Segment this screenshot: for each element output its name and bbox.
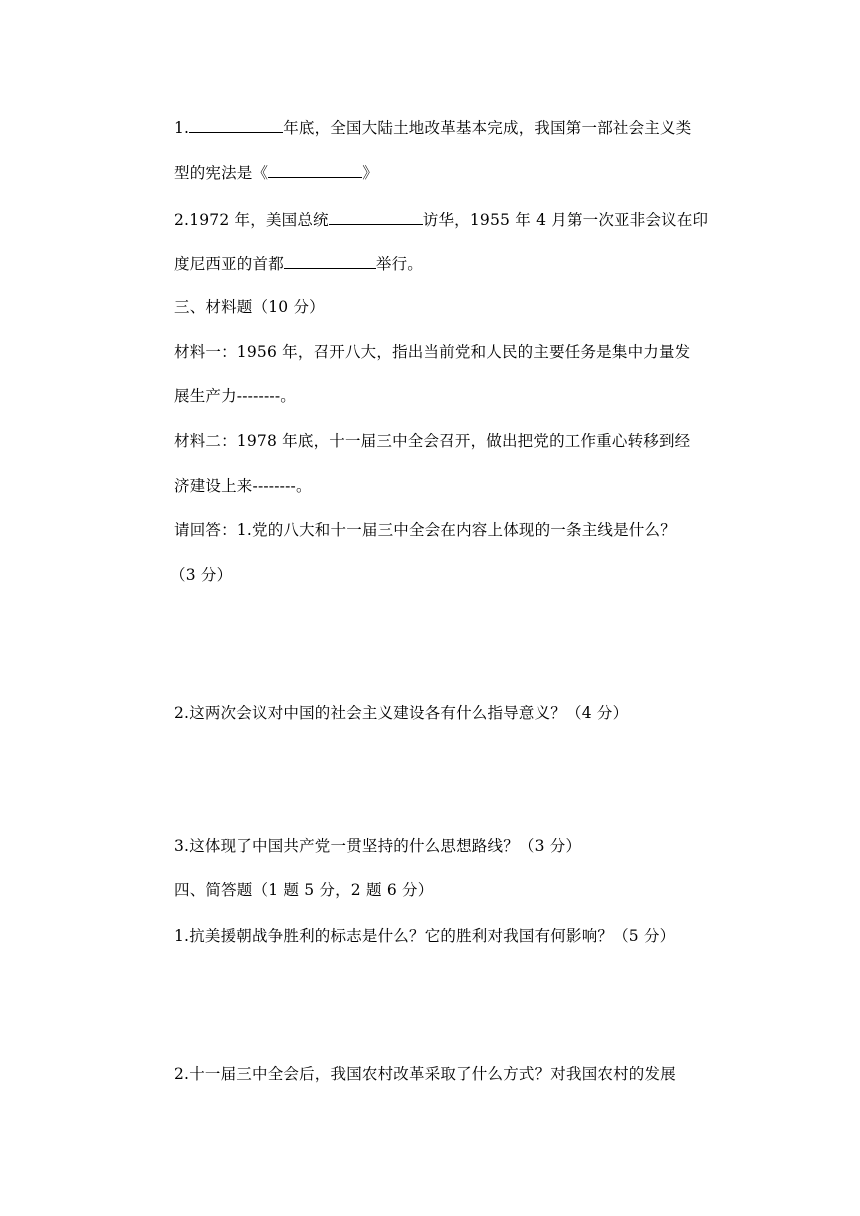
fill-question-2-text: 2.1972 年，美国总统 (174, 211, 329, 229)
material-1-line2: 展生产力--------。 (174, 387, 296, 405)
section-4-question-2: 2.十一届三中全会后，我国农村改革采取了什么方式？对我国农村的发展 (174, 1065, 676, 1083)
fill-question-2-line2 (174, 253, 423, 274)
section-3-question-1-line2: （3 分） (170, 566, 233, 584)
section-3-question-1-line1: 请回答：1.党的八大和十一届三中全会在内容上体现的一条主线是什么？ (174, 521, 676, 539)
fill-question-1-text2: 型的宪法是《 (174, 164, 269, 182)
answer-blank-2[interactable] (268, 162, 362, 178)
fill-question-1-line2 (174, 162, 378, 183)
material-2-line2: 济建设上来--------。 (174, 477, 312, 495)
answer-blank-3[interactable] (329, 209, 423, 225)
section-3-question-2: 2.这两次会议对中国的社会主义建设各有什么指导意义？（4 分） (174, 704, 629, 722)
fill-question-2-line1 (174, 209, 708, 230)
fill-question-2-text4: 举行。 (375, 255, 424, 273)
section-4-question-1: 1.抗美援朝战争胜利的标志是什么？它的胜利对我国有何影响？（5 分） (174, 927, 676, 945)
fill-question-1-text: 年底，全国大陆土地改革基本完成，我国第一部社会主义类 (283, 119, 692, 137)
answer-blank-1[interactable] (189, 117, 283, 133)
section-3-question-3: 3.这体现了中国共产党一贯坚持的什么思想路线？（3 分） (174, 837, 582, 855)
fill-question-1-number: 1. (174, 119, 190, 137)
fill-question-2-text3: 度尼西亚的首都 (174, 255, 284, 273)
section-4-heading: 四、简答题（1 题 5 分，2 题 6 分） (174, 881, 434, 899)
fill-question-1-line1 (174, 117, 691, 138)
material-1-line1: 材料一：1956 年，召开八大，指出当前党和人民的主要任务是集中力量发 (174, 343, 691, 361)
material-2-line1: 材料二：1978 年底，十一届三中全会召开，做出把党的工作重心转移到经 (174, 432, 691, 450)
fill-question-2-text2: 访华，1955 年 4 月第一次亚非会议在印 (422, 211, 709, 229)
section-3-heading: 三、材料题（10 分） (174, 298, 325, 316)
answer-blank-4[interactable] (284, 253, 376, 269)
fill-question-1-text3: 》 (362, 164, 378, 182)
